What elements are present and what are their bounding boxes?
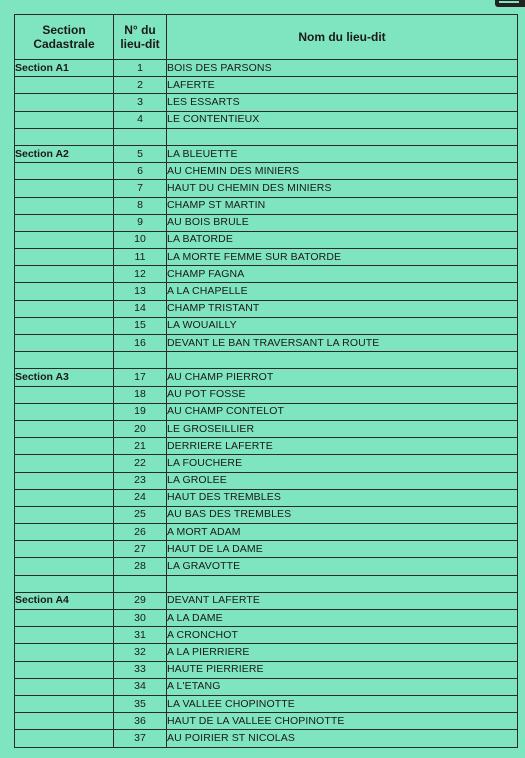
lieu-dit-name: LA GRAVOTTE bbox=[167, 558, 518, 575]
table-row bbox=[15, 610, 518, 627]
lieu-dit-number: 27 bbox=[114, 541, 167, 558]
lieu-dit-name: AU BOIS BRULE bbox=[167, 214, 518, 231]
table-row bbox=[15, 60, 518, 77]
lieu-dit-name: CHAMP FAGNA bbox=[167, 266, 518, 283]
lieu-dit-name: LAFERTE bbox=[167, 77, 518, 94]
section-label: Section A4 bbox=[15, 592, 114, 609]
section-cell-empty bbox=[15, 438, 114, 455]
table-row bbox=[15, 558, 518, 575]
section-cell-empty bbox=[15, 386, 114, 403]
lieu-dit-number: 21 bbox=[114, 438, 167, 455]
table-row bbox=[15, 180, 518, 197]
lieu-dit-number: 1 bbox=[114, 60, 167, 77]
lieu-dit-name: LA BLEUETTE bbox=[167, 145, 518, 162]
section-cell-empty bbox=[15, 231, 114, 248]
section-cell-empty bbox=[15, 249, 114, 266]
lieu-dit-number: 11 bbox=[114, 249, 167, 266]
lieu-dit-name: AU CHAMP CONTELOT bbox=[167, 403, 518, 420]
section-cell-empty bbox=[15, 661, 114, 678]
table-row bbox=[15, 438, 518, 455]
section-cell-empty bbox=[15, 730, 114, 747]
spacer-cell bbox=[167, 352, 518, 369]
lieu-dit-name: LA FOUCHERE bbox=[167, 455, 518, 472]
table-row bbox=[15, 524, 518, 541]
lieu-dit-name: CHAMP ST MARTIN bbox=[167, 197, 518, 214]
spacer-cell bbox=[114, 575, 167, 592]
table-row bbox=[15, 644, 518, 661]
table-row bbox=[15, 678, 518, 695]
table-row bbox=[15, 77, 518, 94]
lieu-dit-name: LA MORTE FEMME SUR BATORDE bbox=[167, 249, 518, 266]
lieu-dit-name: LA GROLEE bbox=[167, 472, 518, 489]
table-row bbox=[15, 317, 518, 334]
lieu-dit-name: CHAMP TRISTANT bbox=[167, 300, 518, 317]
lieu-dit-number: 18 bbox=[114, 386, 167, 403]
lieu-dit-name: HAUTE PIERRIERE bbox=[167, 661, 518, 678]
table-row bbox=[15, 369, 518, 386]
table-row bbox=[15, 386, 518, 403]
lieu-dit-number: 10 bbox=[114, 231, 167, 248]
lieu-dit-number: 20 bbox=[114, 420, 167, 437]
lieu-dit-name: A MORT ADAM bbox=[167, 524, 518, 541]
lieu-dit-number: 7 bbox=[114, 180, 167, 197]
lieu-dit-number: 13 bbox=[114, 283, 167, 300]
table-row bbox=[15, 335, 518, 352]
lieu-dit-name: AU CHEMIN DES MINIERS bbox=[167, 163, 518, 180]
lieu-dit-number: 17 bbox=[114, 369, 167, 386]
lieu-dit-number: 15 bbox=[114, 317, 167, 334]
section-cell-empty bbox=[15, 180, 114, 197]
table-row bbox=[15, 455, 518, 472]
spacer-cell bbox=[167, 128, 518, 145]
spacer-cell bbox=[114, 352, 167, 369]
lieu-dit-name: HAUT DES TREMBLES bbox=[167, 489, 518, 506]
section-cell-empty bbox=[15, 163, 114, 180]
table-row bbox=[15, 145, 518, 162]
section-cell-empty bbox=[15, 541, 114, 558]
lieu-dit-number: 25 bbox=[114, 506, 167, 523]
lieu-dit-number: 29 bbox=[114, 592, 167, 609]
section-cell-empty bbox=[15, 455, 114, 472]
section-cell-empty bbox=[15, 266, 114, 283]
lieu-dit-number: 34 bbox=[114, 678, 167, 695]
table-row bbox=[15, 111, 518, 128]
header-row bbox=[15, 15, 518, 60]
section-cell-empty bbox=[15, 695, 114, 712]
lieu-dit-name: A CRONCHOT bbox=[167, 627, 518, 644]
lieu-dit-name: BOIS DES PARSONS bbox=[167, 60, 518, 77]
section-cell-empty bbox=[15, 627, 114, 644]
lieu-dit-name: LE CONTENTIEUX bbox=[167, 111, 518, 128]
lieu-dit-name: A LA CHAPELLE bbox=[167, 283, 518, 300]
header-number: N° du lieu-dit bbox=[114, 15, 167, 60]
table-row bbox=[15, 489, 518, 506]
table-row bbox=[15, 266, 518, 283]
section-cell-empty bbox=[15, 283, 114, 300]
lieu-dit-number: 3 bbox=[114, 94, 167, 111]
lieu-dit-number: 32 bbox=[114, 644, 167, 661]
table-row bbox=[15, 231, 518, 248]
lieu-dit-name: AU POT FOSSE bbox=[167, 386, 518, 403]
table-body bbox=[15, 60, 518, 748]
section-cell-empty bbox=[15, 214, 114, 231]
table-row bbox=[15, 249, 518, 266]
table-row bbox=[15, 541, 518, 558]
section-cell-empty bbox=[15, 94, 114, 111]
lieu-dit-name: DEVANT LE BAN TRAVERSANT LA ROUTE bbox=[167, 335, 518, 352]
lieu-dit-name: AU CHAMP PIERROT bbox=[167, 369, 518, 386]
lieu-dit-name: LA WOUAILLY bbox=[167, 317, 518, 334]
lieu-dit-name: DEVANT LAFERTE bbox=[167, 592, 518, 609]
section-cell-empty bbox=[15, 420, 114, 437]
spacer-row bbox=[15, 575, 518, 592]
lieu-dit-number: 6 bbox=[114, 163, 167, 180]
section-cell-empty bbox=[15, 644, 114, 661]
table-row bbox=[15, 163, 518, 180]
lieu-dit-name: LA VALLEE CHOPINOTTE bbox=[167, 695, 518, 712]
table-row bbox=[15, 695, 518, 712]
table-row bbox=[15, 214, 518, 231]
page-corner-mark bbox=[495, 0, 525, 7]
lieu-dit-name: HAUT DU CHEMIN DES MINIERS bbox=[167, 180, 518, 197]
lieu-dit-number: 2 bbox=[114, 77, 167, 94]
section-cell-empty bbox=[15, 472, 114, 489]
table-row bbox=[15, 403, 518, 420]
table-row bbox=[15, 283, 518, 300]
lieu-dit-number: 9 bbox=[114, 214, 167, 231]
section-cell-empty bbox=[15, 317, 114, 334]
spacer-row bbox=[15, 352, 518, 369]
lieu-dit-name: LES ESSARTS bbox=[167, 94, 518, 111]
table-row bbox=[15, 197, 518, 214]
lieu-dit-number: 4 bbox=[114, 111, 167, 128]
table-row bbox=[15, 472, 518, 489]
section-cell-empty bbox=[15, 678, 114, 695]
lieu-dit-name: A L'ETANG bbox=[167, 678, 518, 695]
table-row bbox=[15, 713, 518, 730]
spacer-cell bbox=[15, 128, 114, 145]
lieu-dit-number: 24 bbox=[114, 489, 167, 506]
lieu-dit-name: HAUT DE LA VALLEE CHOPINOTTE bbox=[167, 713, 518, 730]
lieu-dit-number: 37 bbox=[114, 730, 167, 747]
lieux-dits-table bbox=[14, 14, 518, 748]
lieu-dit-number: 5 bbox=[114, 145, 167, 162]
table-row bbox=[15, 730, 518, 747]
section-cell-empty bbox=[15, 197, 114, 214]
section-cell-empty bbox=[15, 713, 114, 730]
spacer-cell bbox=[15, 352, 114, 369]
header-name: Nom du lieu-dit bbox=[167, 15, 518, 60]
section-label: Section A3 bbox=[15, 369, 114, 386]
section-cell-empty bbox=[15, 111, 114, 128]
table-row bbox=[15, 661, 518, 678]
lieu-dit-number: 35 bbox=[114, 695, 167, 712]
lieu-dit-name: AU POIRIER ST NICOLAS bbox=[167, 730, 518, 747]
lieu-dit-number: 28 bbox=[114, 558, 167, 575]
table-row bbox=[15, 592, 518, 609]
lieu-dit-name: AU BAS DES TREMBLES bbox=[167, 506, 518, 523]
lieu-dit-number: 33 bbox=[114, 661, 167, 678]
spacer-cell bbox=[15, 575, 114, 592]
section-cell-empty bbox=[15, 489, 114, 506]
section-cell-empty bbox=[15, 300, 114, 317]
lieu-dit-name: LA BATORDE bbox=[167, 231, 518, 248]
lieu-dit-number: 19 bbox=[114, 403, 167, 420]
lieu-dit-number: 26 bbox=[114, 524, 167, 541]
spacer-cell bbox=[114, 128, 167, 145]
table-row bbox=[15, 506, 518, 523]
lieu-dit-name: A LA DAME bbox=[167, 610, 518, 627]
lieu-dit-number: 12 bbox=[114, 266, 167, 283]
lieu-dit-name: A LA PIERRIERE bbox=[167, 644, 518, 661]
section-cell-empty bbox=[15, 506, 114, 523]
lieu-dit-number: 31 bbox=[114, 627, 167, 644]
lieu-dit-name: DERRIERE LAFERTE bbox=[167, 438, 518, 455]
section-cell-empty bbox=[15, 77, 114, 94]
table-row bbox=[15, 300, 518, 317]
section-cell-empty bbox=[15, 610, 114, 627]
section-cell-empty bbox=[15, 558, 114, 575]
lieu-dit-number: 16 bbox=[114, 335, 167, 352]
spacer-row bbox=[15, 128, 518, 145]
lieu-dit-name: LE GROSEILLIER bbox=[167, 420, 518, 437]
lieu-dit-number: 30 bbox=[114, 610, 167, 627]
section-label: Section A2 bbox=[15, 145, 114, 162]
lieu-dit-number: 22 bbox=[114, 455, 167, 472]
table-row bbox=[15, 420, 518, 437]
section-cell-empty bbox=[15, 335, 114, 352]
lieu-dit-number: 8 bbox=[114, 197, 167, 214]
lieu-dit-number: 14 bbox=[114, 300, 167, 317]
section-cell-empty bbox=[15, 524, 114, 541]
spacer-cell bbox=[167, 575, 518, 592]
header-section: Section Cadastrale bbox=[15, 15, 114, 60]
section-label: Section A1 bbox=[15, 60, 114, 77]
lieu-dit-number: 23 bbox=[114, 472, 167, 489]
table-row bbox=[15, 627, 518, 644]
lieu-dit-number: 36 bbox=[114, 713, 167, 730]
lieu-dit-name: HAUT DE LA DAME bbox=[167, 541, 518, 558]
section-cell-empty bbox=[15, 403, 114, 420]
table-row bbox=[15, 94, 518, 111]
